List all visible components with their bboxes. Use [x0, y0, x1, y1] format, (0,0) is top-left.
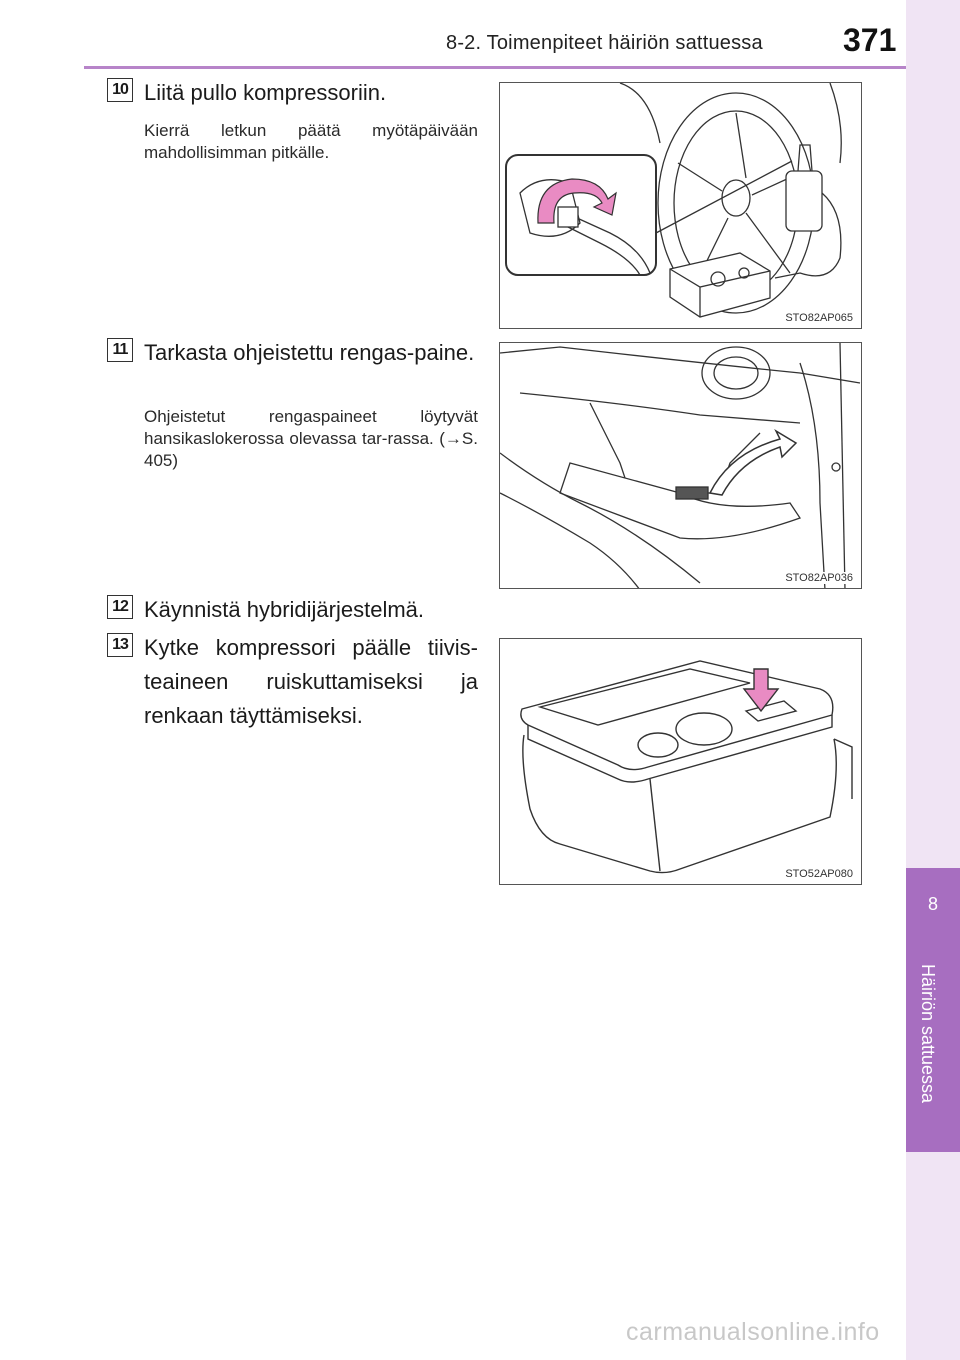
step-number-badge: 13 — [107, 633, 133, 657]
figure-code: STO52AP080 — [785, 868, 853, 880]
section-title: 8-2. Toimenpiteet häiriön sattuessa — [446, 32, 763, 54]
glovebox-illustration — [500, 343, 862, 589]
step-note: Kierrä letkun päätä myötäpäivään mahdollisimman pitkälle. — [144, 121, 478, 162]
figure-glovebox-label — [499, 342, 862, 589]
step-note: Ohjeistetut rengaspaineet löytyvät hansikaslokerossa olevassa tar-rassa. (→S. 405) — [144, 407, 478, 470]
figure-compressor-switch — [499, 638, 862, 885]
step-heading: Tarkasta ohjeistettu rengas-paine. — [144, 340, 475, 365]
figure-bottle-connection — [499, 82, 862, 329]
figure-code: STO82AP065 — [785, 312, 853, 324]
step-heading: Kytke kompressori päälle tiivis-teaineen ruiskuttamiseksi ja renkaan täyttämiseksi. — [144, 635, 478, 728]
tire-compressor-illustration — [500, 83, 862, 329]
step-number-badge: 12 — [107, 595, 133, 619]
page-number: 371 — [843, 22, 897, 58]
chapter-side-tab — [906, 0, 960, 1360]
figure-code: STO82AP036 — [785, 572, 853, 584]
step-number-badge: 11 — [107, 338, 133, 362]
step-heading: Liitä pullo kompressoriin. — [144, 80, 387, 105]
step-number-badge: 10 — [107, 78, 133, 102]
header-rule — [84, 66, 906, 69]
compressor-illustration — [500, 639, 862, 885]
chapter-number: 8 — [927, 894, 938, 914]
chapter-label: Häiriön sattuessa — [918, 964, 938, 1104]
watermark: carmanualsonline.info — [626, 1318, 880, 1346]
step-heading: Käynnistä hybridijärjestelmä. — [144, 597, 425, 622]
